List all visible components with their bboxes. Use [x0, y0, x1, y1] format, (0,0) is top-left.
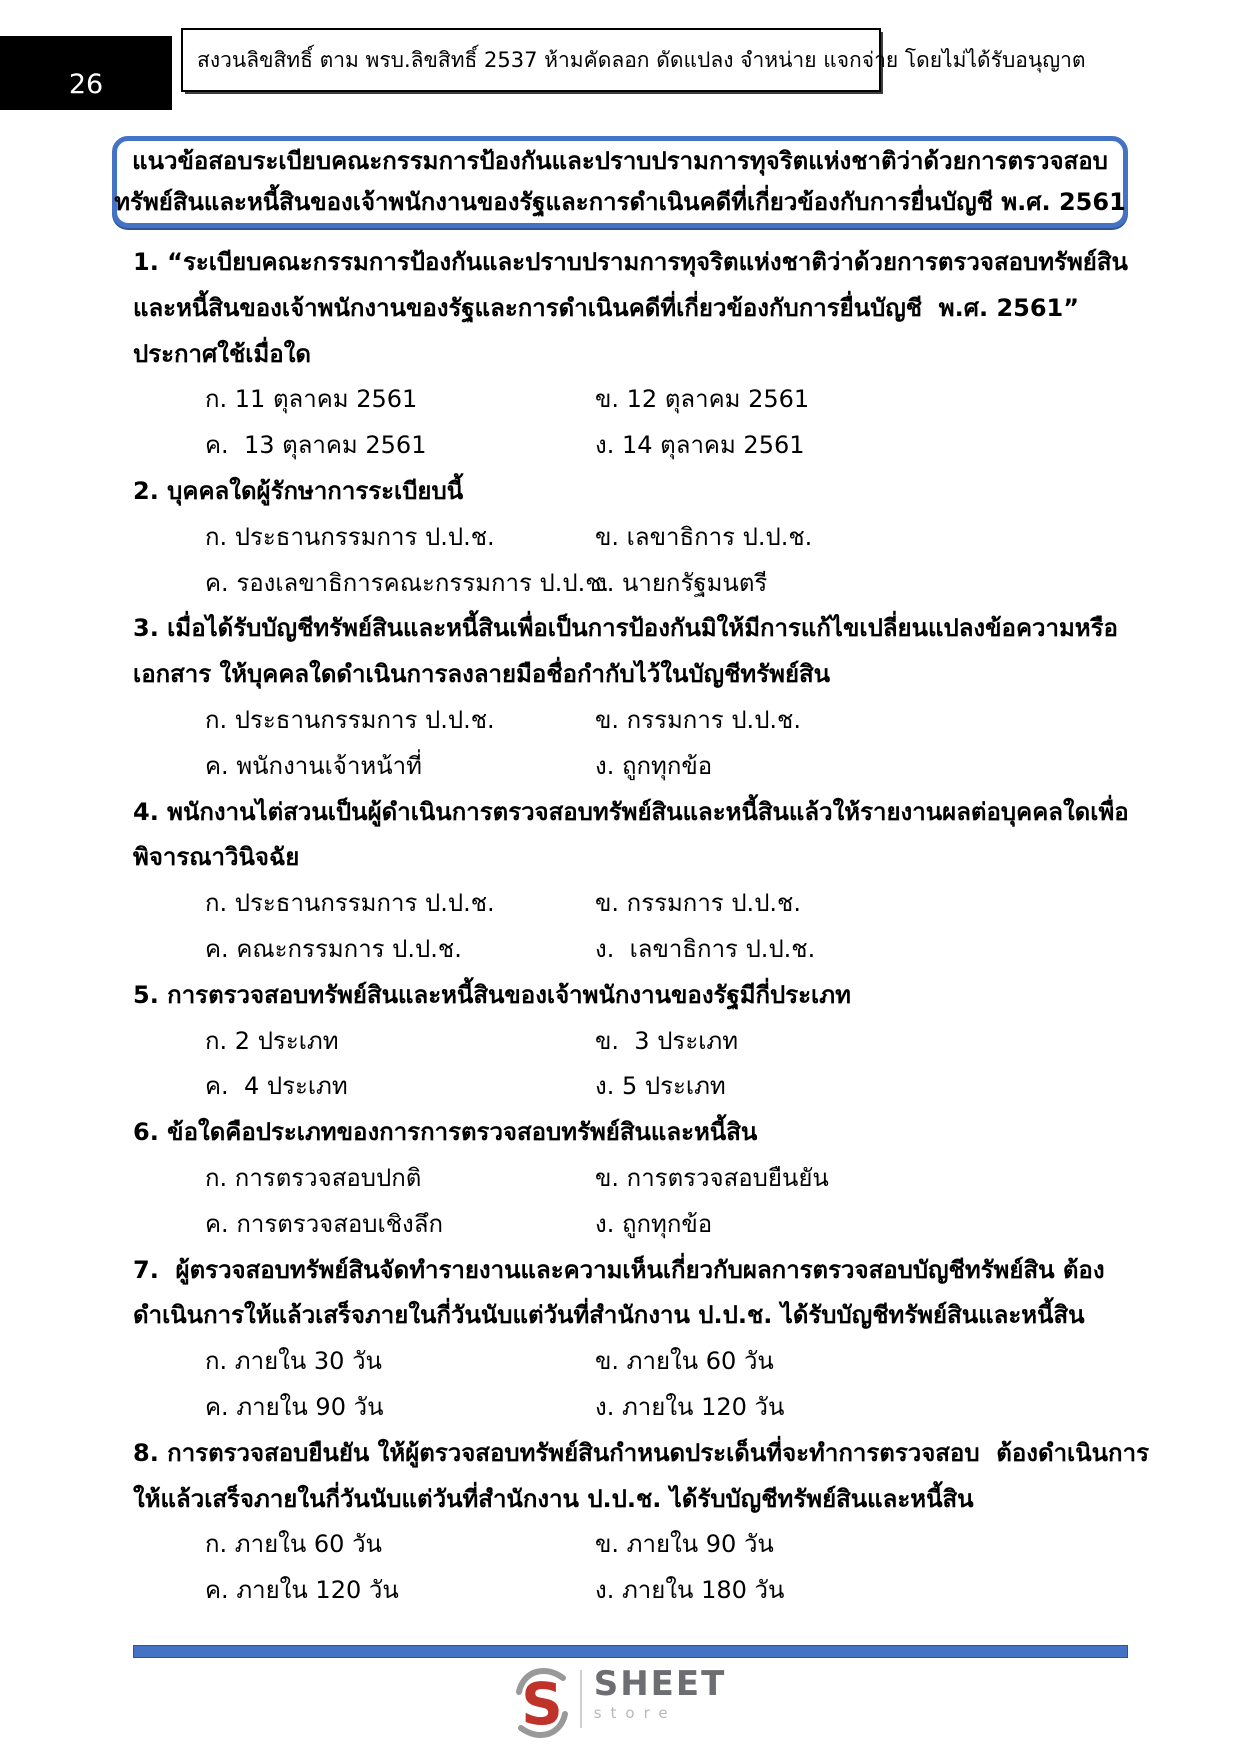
option-kho-kwai: ค. ภายใน 120 วัน: [205, 1576, 399, 1605]
option-row: [133, 423, 1133, 469]
option-kho: ข. การตรวจสอบยืนยัน: [595, 1163, 829, 1192]
option-row: [133, 881, 1133, 927]
option-ko: ก. การตรวจสอบปกติ: [205, 1163, 422, 1192]
option-kho-kwai: ค. 13 ตุลาคม 2561: [205, 431, 427, 460]
option-kho: ข. เลขาธิการ ป.ป.ช.: [595, 522, 813, 551]
option-kho: ข. 12 ตุลาคม 2561: [595, 385, 810, 414]
option-ngo: ง. ถูกทุกข้อ: [595, 1209, 713, 1238]
question-8: [133, 1431, 1149, 1614]
option-kho: ข. กรรมการ ป.ป.ช.: [595, 705, 801, 734]
option-ngo: ง. เลขาธิการ ป.ป.ช.: [595, 934, 816, 963]
option-ko: ก. ประธานกรรมการ ป.ป.ช.: [205, 889, 495, 918]
option-ngo: ง. ภายใน 120 วัน: [595, 1392, 785, 1421]
question-text: ประกาศใช้เมื่อใด: [133, 339, 312, 368]
option-row: [133, 1156, 1133, 1202]
logo-divider: [580, 1670, 582, 1728]
option-kho-kwai: ค. การตรวจสอบเชิงลึก: [205, 1209, 443, 1238]
option-ngo: ง. นายกรัฐมนตรี: [595, 568, 768, 597]
logo-brand-subtitle: store: [593, 1704, 677, 1722]
question-text: 3. เมื่อได้รับบัญชีทรัพย์สินและหนี้สินเพื่อเป็นการป้องกันมิให้มีการแก้ไขเปลี่ยนแปลงข้อความหรือ: [133, 614, 1118, 643]
option-ngo: ง. 5 ประเภท: [595, 1072, 726, 1101]
option-row: [133, 1522, 1133, 1568]
question-text: 8. การตรวจสอบยืนยัน ให้ผู้ตรวจสอบทรัพย์สินกำหนดประเด็นที่จะทำการตรวจสอบ ต้องดำเนินการ: [133, 1438, 1149, 1467]
copyright-text: สงวนลิขสิทธิ์ ตาม พรบ.ลิขสิทธิ์ 2537 ห้ามคัดลอก ดัดแปลง จำหน่าย แจกจ่าย โดยไม่ได้รับอนุญาต: [197, 47, 1086, 72]
logo-text: [594, 1666, 727, 1722]
question-text: 5. การตรวจสอบทรัพย์สินและหนี้สินของเจ้าพนักงานของรัฐมีกี่ประเภท: [133, 980, 851, 1009]
copyright-notice-box: [181, 28, 1086, 92]
question-text: 2. บุคคลใดผู้รักษาการระเบียบนี้: [133, 476, 464, 505]
question-5: [133, 973, 1133, 1110]
question-text: 1. “ระเบียบคณะกรรมการป้องกันและปราบปรามการทุจริตแห่งชาติว่าด้วยการตรวจสอบทรัพย์สิน: [133, 248, 1128, 276]
option-row: [133, 561, 1133, 607]
question-text: ดำเนินการให้แล้วเสร็จภายในกี่วันนับแต่วันที่สำนักงาน ป.ป.ช. ได้รับบัญชีทรัพย์สินและหนี้สิน: [133, 1301, 1085, 1330]
question-text: เอกสาร ให้บุคคลใดดำเนินการลงลายมือชื่อกำกับไว้ในบัญชีทรัพย์สิน: [133, 660, 831, 689]
option-ngo: ง. ถูกทุกข้อ: [595, 751, 713, 780]
exam-title-box: [112, 136, 1128, 228]
option-kho-kwai: ค. พนักงานเจ้าหน้าที่: [205, 751, 422, 780]
exam-title-line-2: ทรัพย์สินและหนี้สินของเจ้าพนักงานของรัฐและการดำเนินคดีที่เกี่ยวข้องกับการยื่นบัญชี พ.ศ. 2561: [114, 188, 1126, 216]
option-ko: ก. ประธานกรรมการ ป.ป.ช.: [205, 705, 495, 734]
question-text: 7. ผู้ตรวจสอบทรัพย์สินจัดทำรายงานและความเห็นเกี่ยวกับผลการตรวจสอบบัญชีทรัพย์สิน ต้อง: [133, 1255, 1105, 1284]
option-kho: ข. ภายใน 60 วัน: [595, 1347, 774, 1376]
question-text: 4. พนักงานไต่สวนเป็นผู้ดำเนินการตรวจสอบทรัพย์สินและหนี้สินแล้วให้รายงานผลต่อบุคคลใดเพื่อ: [133, 797, 1129, 826]
option-ngo: ง. ภายใน 180 วัน: [595, 1576, 785, 1605]
option-row: [133, 1064, 1133, 1110]
option-ko: ก. ภายใน 60 วัน: [205, 1530, 382, 1559]
page-number: 26: [68, 68, 104, 100]
question-3: [133, 606, 1133, 789]
option-kho: ข. 3 ประเภท: [595, 1026, 739, 1055]
option-kho-kwai: ค. รองเลขาธิการคณะกรรมการ ป.ป.ช.: [205, 568, 610, 597]
option-row: [133, 927, 1133, 973]
exam-title-line-1: แนวข้อสอบระเบียบคณะกรรมการป้องกันและปราบปรามการทุจริตแห่งชาติว่าด้วยการตรวจสอบ: [132, 147, 1108, 175]
option-row: [133, 1568, 1133, 1614]
question-1: [133, 240, 1133, 469]
question-text: ให้แล้วเสร็จภายในกี่วันนับแต่วันที่สำนักงาน ป.ป.ช. ได้รับบัญชีทรัพย์สินและหนี้สิน: [133, 1484, 974, 1513]
option-kho-kwai: ค. คณะกรรมการ ป.ป.ช.: [205, 934, 462, 963]
option-kho: ข. กรรมการ ป.ป.ช.: [595, 889, 801, 918]
svg-text:S: S: [520, 1670, 563, 1738]
question-2: [133, 469, 1133, 606]
question-text: พิจารณาวินิจฉัย: [133, 843, 300, 872]
option-ko: ก. 11 ตุลาคม 2561: [205, 385, 418, 414]
option-ngo: ง. 14 ตุลาคม 2561: [595, 431, 805, 460]
option-kho-kwai: ค. 4 ประเภท: [205, 1072, 348, 1101]
option-row: [133, 377, 1133, 423]
footer-divider-bar: [133, 1645, 1128, 1658]
page-number-box: [0, 36, 172, 110]
question-text: 6. ข้อใดคือประเภทของการการตรวจสอบทรัพย์สินและหนี้สิน: [133, 1118, 758, 1147]
sheet-store-logo-icon: [514, 1666, 570, 1740]
option-kho: ข. ภายใน 90 วัน: [595, 1530, 774, 1559]
question-4: [133, 790, 1133, 973]
option-ko: ก. ภายใน 30 วัน: [205, 1347, 382, 1376]
sheet-store-logo: [0, 1666, 1240, 1740]
option-ko: ก. ประธานกรรมการ ป.ป.ช.: [205, 522, 495, 551]
question-7: [133, 1248, 1133, 1431]
option-kho-kwai: ค. ภายใน 90 วัน: [205, 1392, 384, 1421]
option-ko: ก. 2 ประเภท: [205, 1026, 339, 1055]
option-row: [133, 698, 1133, 744]
question-list: [133, 240, 1149, 1614]
option-row: [133, 1202, 1133, 1248]
option-row: [133, 1385, 1133, 1431]
option-row: [133, 1019, 1133, 1065]
option-row: [133, 744, 1133, 790]
logo-brand-name: SHEET: [593, 1664, 727, 1704]
question-text: และหนี้สินของเจ้าพนักงานของรัฐและการดำเนินคดีที่เกี่ยวข้องกับการยื่นบัญชี พ.ศ. 2561”: [133, 293, 1080, 322]
question-6: [133, 1110, 1133, 1247]
option-row: [133, 515, 1133, 561]
option-row: [133, 1339, 1133, 1385]
